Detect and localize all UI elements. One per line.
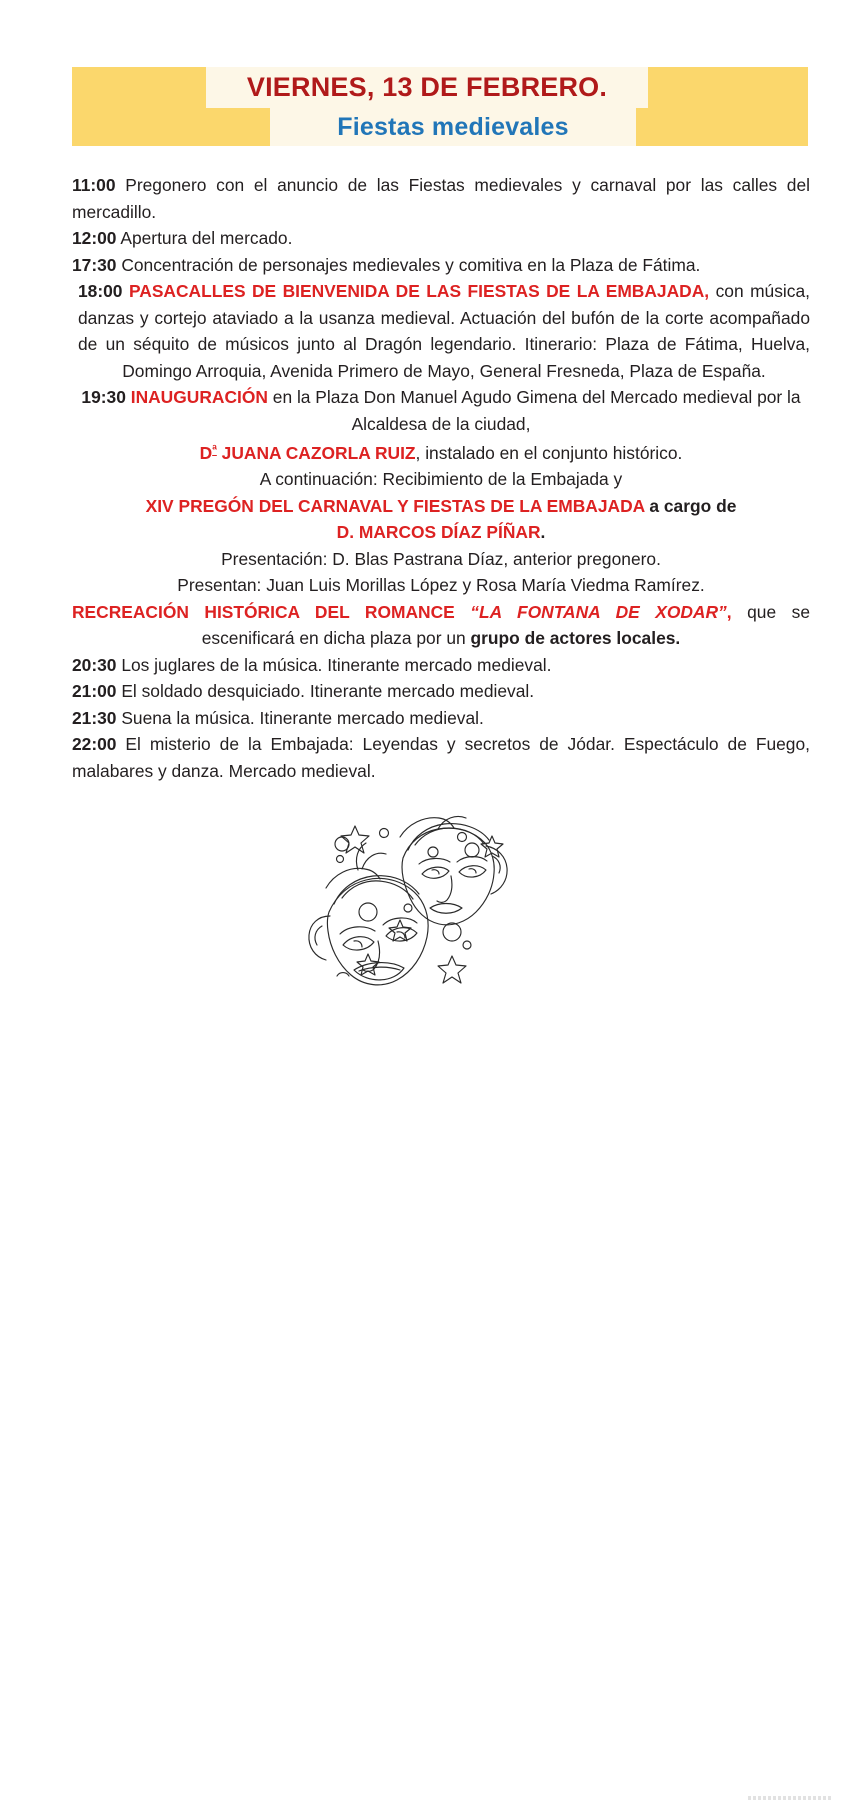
recreacion-headline: RECREACIÓN HISTÓRICA DEL ROMANCE — [72, 601, 471, 622]
schedule-entry-1100 — [72, 172, 810, 225]
desc-2130: Suena la música. Itinerante mercado medieval. — [116, 707, 484, 728]
mayor-name: JUANA CAZORLA RUIZ — [216, 442, 416, 463]
desc-2030: Los juglares de la música. Itinerante mercado medieval. — [116, 654, 552, 675]
page-subtitle: Fiestas medievales — [337, 112, 569, 141]
headline-inauguracion: INAUGURACIÓN — [130, 387, 268, 407]
time-2100: 21:00 — [72, 681, 117, 702]
presentacion-line: Presentación: D. Blas Pastrana Díaz, anterior pregonero. — [221, 548, 661, 569]
header-banner — [72, 67, 808, 146]
pregonero-dot: . — [540, 522, 546, 543]
carnival-masks-icon — [296, 812, 568, 1004]
desc-2200: El misterio de la Embajada: Leyendas y secretos de Jódar. Espectáculo de Fuego, malabares y danza. Mercado medieval. — [72, 734, 810, 781]
mayor-title-ordinal: ª — [212, 443, 217, 457]
schedule-entry-2030 — [72, 652, 810, 679]
schedule-entry-2200 — [72, 731, 810, 784]
time-1730: 17:30 — [72, 254, 117, 275]
desc-1100: Pregonero con el anuncio de las Fiestas medievales y carnaval por las calles del mercadillo. — [72, 175, 810, 222]
desc-2100: El soldado desquiciado. Itinerante mercado medieval. — [116, 681, 535, 702]
time-1800: 18:00 — [78, 281, 123, 301]
schedule-entry-1930 — [72, 384, 810, 437]
headline-pasacalles: PASACALLES DE BIENVENIDA DE LAS FIESTAS DE LA EMBAJADA, — [128, 281, 710, 301]
page-title: VIERNES, 13 DE FEBRERO. — [246, 72, 608, 102]
recreacion-tail: que se escenificará en dicha plaza por un — [201, 601, 810, 649]
pregon-tail: a cargo de — [644, 495, 737, 516]
mayor-line — [72, 437, 810, 466]
time-2130: 21:30 — [72, 707, 117, 728]
mayor-title-prefix: D — [199, 442, 213, 463]
time-1100: 11:00 — [72, 175, 116, 195]
schedule-entry-1800 — [72, 278, 810, 384]
banner-title-strip — [206, 67, 648, 108]
embajada-line: A continuación: Recibimiento de la Embajada y — [259, 469, 623, 490]
pregonero-line — [72, 519, 810, 546]
schedule-entry-1730 — [72, 252, 810, 279]
schedule-entry-2130 — [72, 705, 810, 732]
mayor-tail: , instalado en el conjunto histórico. — [415, 442, 683, 463]
time-1930: 19:30 — [81, 387, 126, 407]
recreacion-actors: grupo de actores locales. — [470, 628, 681, 649]
time-2200: 22:00 — [72, 734, 117, 755]
pregon-headline: XIV PREGÓN DEL CARNAVAL Y FIESTAS DE LA EMBAJADA — [145, 495, 645, 516]
recreacion-comma: , — [726, 601, 732, 622]
schedule-body — [72, 172, 810, 784]
time-2030: 20:30 — [72, 654, 117, 675]
recreacion-romance-title: “LA FONTANA DE XODAR” — [470, 601, 727, 622]
recreacion-line — [72, 599, 810, 652]
desc-1200: Apertura del mercado. — [116, 228, 293, 248]
source-watermark — [748, 1796, 832, 1800]
time-1200: 12:00 — [72, 228, 117, 248]
pregon-line — [72, 493, 810, 520]
schedule-entry-1200 — [72, 225, 810, 252]
banner-subtitle-strip — [270, 108, 636, 146]
presentan-line: Presentan: Juan Luis Morillas López y Rosa María Viedma Ramírez. — [177, 575, 705, 596]
desc-1730: Concentración de personajes medievales y comitiva en la Plaza de Fátima. — [116, 254, 701, 275]
desc-1800: con música, danzas y cortejo ataviado a la usanza medieval. Actuación del bufón de la corte acompañado de un séquito de músicos junto al Dragón legendario. Itinerario: Plaza de Fátima, Huelva, Domingo Arroquia, Avenida Primero de Mayo, General Fresneda, Plaza de España. — [78, 281, 810, 381]
schedule-entry-2100 — [72, 678, 810, 705]
pregonero-name: D. MARCOS DÍAZ PÍÑAR — [336, 522, 541, 543]
desc-1930: en la Plaza Don Manuel Agudo Gimena del Mercado medieval por la Alcaldesa de la ciudad, — [267, 387, 801, 434]
